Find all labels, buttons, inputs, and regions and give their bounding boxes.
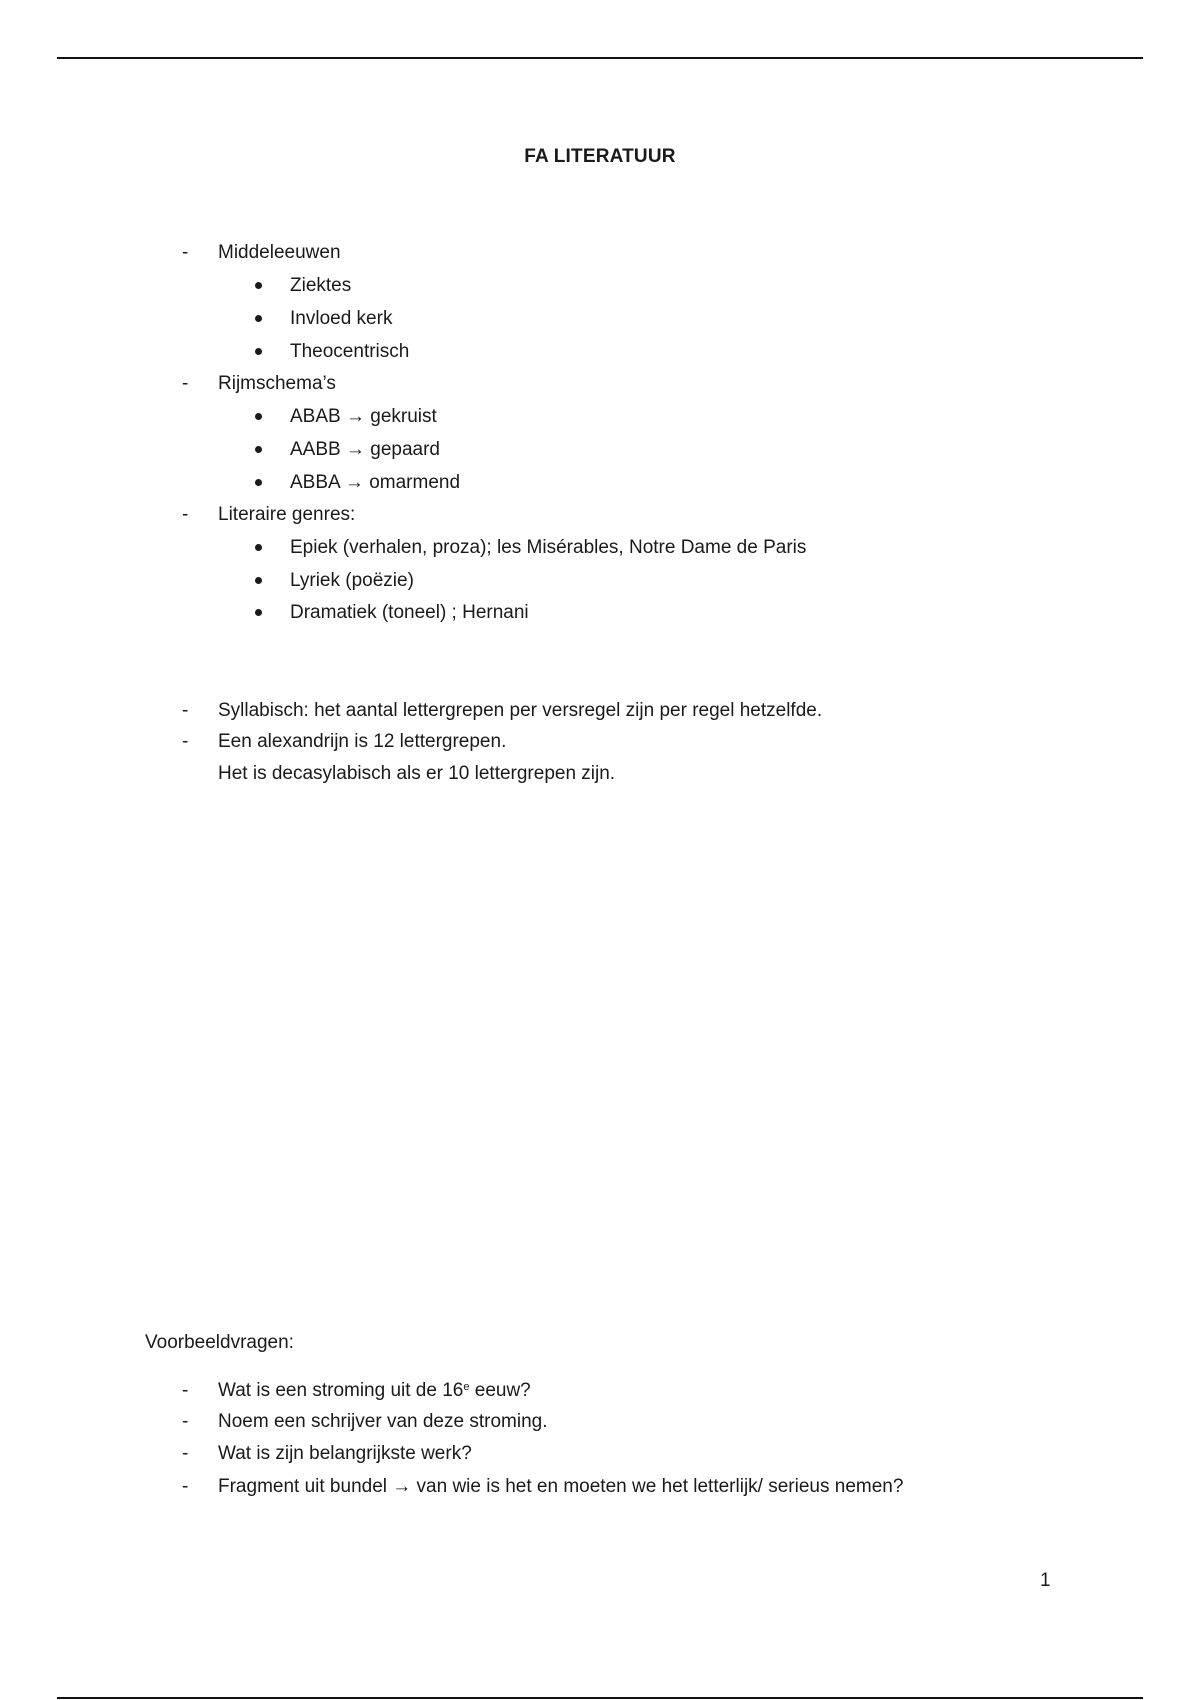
dash-marker: -	[182, 1443, 189, 1464]
bullet-icon	[255, 479, 262, 486]
bullet-icon	[255, 544, 262, 551]
footer-rule	[57, 1697, 1143, 1699]
sub-list-item-label: Epiek (verhalen, proza); les Misérables, Notre Dame de Paris	[290, 537, 807, 558]
questions-heading: Voorbeeldvragen:	[145, 1332, 294, 1353]
dash-marker: -	[182, 373, 189, 394]
page-title: FA LITERATUUR	[524, 146, 676, 167]
sub-list-item-label: ABAB → gekruist	[290, 406, 437, 427]
list-item-label: Middeleeuwen	[218, 242, 341, 263]
sub-list-item-label: Invloed kerk	[290, 308, 393, 329]
question-text: Wat is zijn belangrijkste werk?	[218, 1443, 472, 1464]
bullet-icon	[255, 413, 262, 420]
bullet-icon	[255, 348, 262, 355]
bullet-icon	[255, 609, 262, 616]
dash-marker: -	[182, 731, 189, 752]
question-text: Noem een schrijver van deze stroming.	[218, 1411, 548, 1432]
dash-marker: -	[182, 1476, 189, 1497]
question-text-part: Wat is een stroming uit de 16	[218, 1380, 464, 1401]
dash-marker: -	[182, 242, 189, 263]
sub-list-item-label: ABBA → omarmend	[290, 472, 461, 493]
note-text: Syllabisch: het aantal lettergrepen per versregel zijn per regel hetzelfde.	[218, 700, 823, 721]
sub-list-item-label: Ziektes	[290, 275, 352, 296]
sub-list-item-label: Theocentrisch	[290, 341, 410, 362]
dash-marker: -	[182, 1380, 189, 1401]
question-text-part: eeuw?	[469, 1380, 531, 1401]
sub-list-item-label: AABB → gepaard	[290, 439, 440, 460]
note-text: Een alexandrijn is 12 lettergrepen.	[218, 731, 507, 752]
bullet-icon	[255, 282, 262, 289]
sub-list-item-label: Lyriek (poëzie)	[290, 570, 414, 591]
page-number: 1	[1040, 1570, 1051, 1591]
list-item-label: Literaire genres:	[218, 504, 356, 525]
bullet-icon	[255, 315, 262, 322]
question-text	[218, 1378, 531, 1404]
dash-marker: -	[182, 700, 189, 721]
header-rule	[57, 57, 1143, 59]
dash-marker: -	[182, 504, 189, 525]
bullet-icon	[255, 577, 262, 584]
question-text: Fragment uit bundel → van wie is het en moeten we het letterlijk/ serieus nemen?	[218, 1476, 904, 1497]
list-item-label: Rijmschema’s	[218, 373, 336, 394]
superscript-e: e	[463, 1381, 470, 1393]
note-continuation: Het is decasylabisch als er 10 lettergrepen zijn.	[218, 763, 616, 784]
sub-list-item-label: Dramatiek (toneel) ; Hernani	[290, 602, 529, 623]
dash-marker: -	[182, 1411, 189, 1432]
bullet-icon	[255, 446, 262, 453]
